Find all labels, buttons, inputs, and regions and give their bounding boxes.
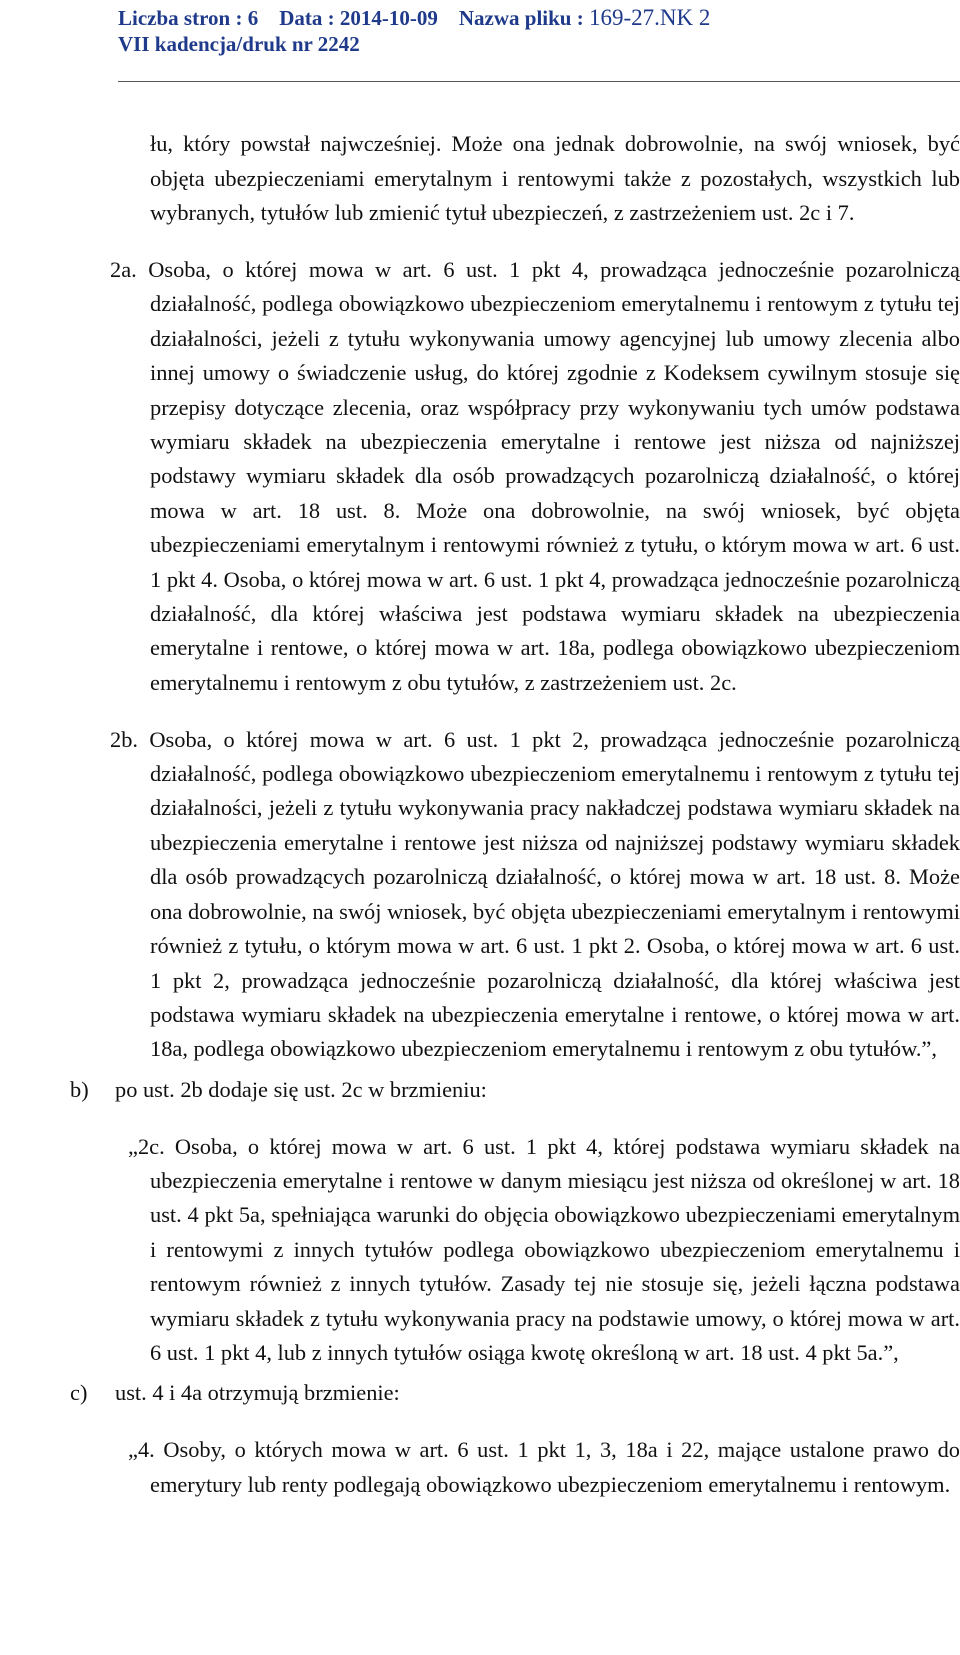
paragraph-2b: 2b. Osoba, o której mowa w art. 6 ust. 1 pkt 2, prowadząca jednocześnie pozarolniczą działalność, podlega obowiązkowo ubezpieczeniom emerytalnemu i rentowym z tytułu tej działalności, jeżeli z tytułu wykonywania pracy nakładczej podstawa wymiaru składek na ubezpieczenia emerytalne i rentowe jest niższa od najniższej podstawy wymiaru składek dla osób prowadzących pozarolniczą działalność, o której mowa w art. 18 ust. 8. Może ona dobrowolnie, na swój wniosek, być objęta ubezpieczeniami emerytalnym i rentowymi również z tytułu, o którym mowa w art. 6 ust. 1 pkt 2. Osoba, o której mowa w art. 6 ust. 1 pkt 2, prowadząca jednocześnie pozarolniczą działalność, dla której właściwa jest podstawa wymiaru składek na ubezpieczenia emerytalne i rentowe, o której mowa w art. 18a, podlega obowiązkowo ubezpieczeniom emerytalnemu i rentowym z obu tytułów.”, <box>110 726 960 1062</box>
term-line: VII kadencja/druk nr 2242 <box>118 32 360 56</box>
paragraph-2a: 2a. Osoba, o której mowa w art. 6 ust. 1 pkt 4, prowadząca jednocześnie pozarolniczą działalność, podlega obowiązkowo ubezpieczeniom emerytalnemu i rentowym z tytułu tej działalności, jeżeli z tytułu wykonywania umowy agencyjnej lub umowy zlecenia albo innej umowy o świadczenie usług, do której zgodnie z Kodeksem cywilnym stosuje się przepisy dotyczące zlecenia, oraz współpracy przy wykonywaniu tych umów podstawa wymiaru składek na ubezpieczenia emerytalne i rentowe jest niższa od najniższej podstawy wymiaru składek dla osób prowadzących pozarolniczą działalność, o której mowa w art. 18 ust. 8. Może ona dobrowolnie, na swój wniosek, być objęta ubezpieczeniami emerytalnym i rentowymi również z tytułu, o którym mowa w art. 6 ust. 1 pkt 4. Osoba, o której mowa w art. 6 ust. 1 pkt 4, prowadząca jednocześnie pozarolniczą działalność, dla której właściwa jest podstawa wymiaru składek na ubezpieczenia emerytalne i rentowe, o której mowa w art. 18a, podlega obowiązkowo ubezpieczeniom emerytalnemu i rentowym z obu tytułów, z zastrzeżeniem ust. 2c. <box>110 257 960 695</box>
header-metadata-line <box>118 5 710 31</box>
paragraph-2c: „2c. Osoba, o której mowa w art. 6 ust. 1 pkt 4, której podstawa wymiaru składek na ubezpieczenia emerytalne i rentowe w danym miesiącu jest niższa od określonej w art. 18 ust. 4 pkt 5a, spełniająca warunki do objęcia obowiązkowo ubezpieczeniami emerytalnym i rentowymi z innych tytułów podlega obowiązkowo ubezpieczeniom emerytalnemu i rentowym również z innych tytułów. Zasady tej nie stosuje się, jeżeli łączna podstawa wymiaru składek z tytułu wykonywania pracy na podstawie umowy, o której mowa w art. 6 ust. 1 pkt 4, lub z innych tytułów osiąga kwotę określoną w art. 18 ust. 4 pkt 5a.”, <box>128 1133 960 1365</box>
list-marker-c: c) <box>70 1380 88 1406</box>
file-label: Nazwa pliku : <box>458 6 584 30</box>
list-text-b: po ust. 2b dodaje się ust. 2c w brzmieniu: <box>115 1076 487 1102</box>
date-value: 2014-10-09 <box>339 6 438 30</box>
file-value: 169-27.NK 2 <box>588 5 711 30</box>
list-item-b <box>70 1073 960 1107</box>
pages-label: Liczba stron : <box>118 6 243 30</box>
list-text-c: ust. 4 i 4a otrzymują brzmienie: <box>115 1380 400 1406</box>
date-label: Data : <box>279 6 335 30</box>
list-marker-b: b) <box>70 1076 89 1102</box>
header-divider <box>118 81 960 82</box>
list-item-c <box>70 1376 960 1410</box>
paragraph-4: „4. Osoby, o których mowa w art. 6 ust. 1 pkt 1, 3, 18a i 22, mające ustalone prawo do emerytury lub renty podlegają obowiązkowo ubezpieczeniom emerytalnemu i rentowym. <box>128 1437 960 1497</box>
continuation-paragraph: łu, który powstał najwcześniej. Może ona jednak dobrowolnie, na swój wniosek, być objęta ubezpieczeniami emerytalnym i rentowymi także z pozostałych, wszystkich lub wybranych, tytułów lub zmienić tytuł ubezpieczeń, z zastrzeżeniem ust. 2c i 7. <box>150 131 960 226</box>
pages-value: 6 <box>247 6 259 30</box>
document-body <box>0 105 960 1508</box>
document-header <box>0 0 960 70</box>
